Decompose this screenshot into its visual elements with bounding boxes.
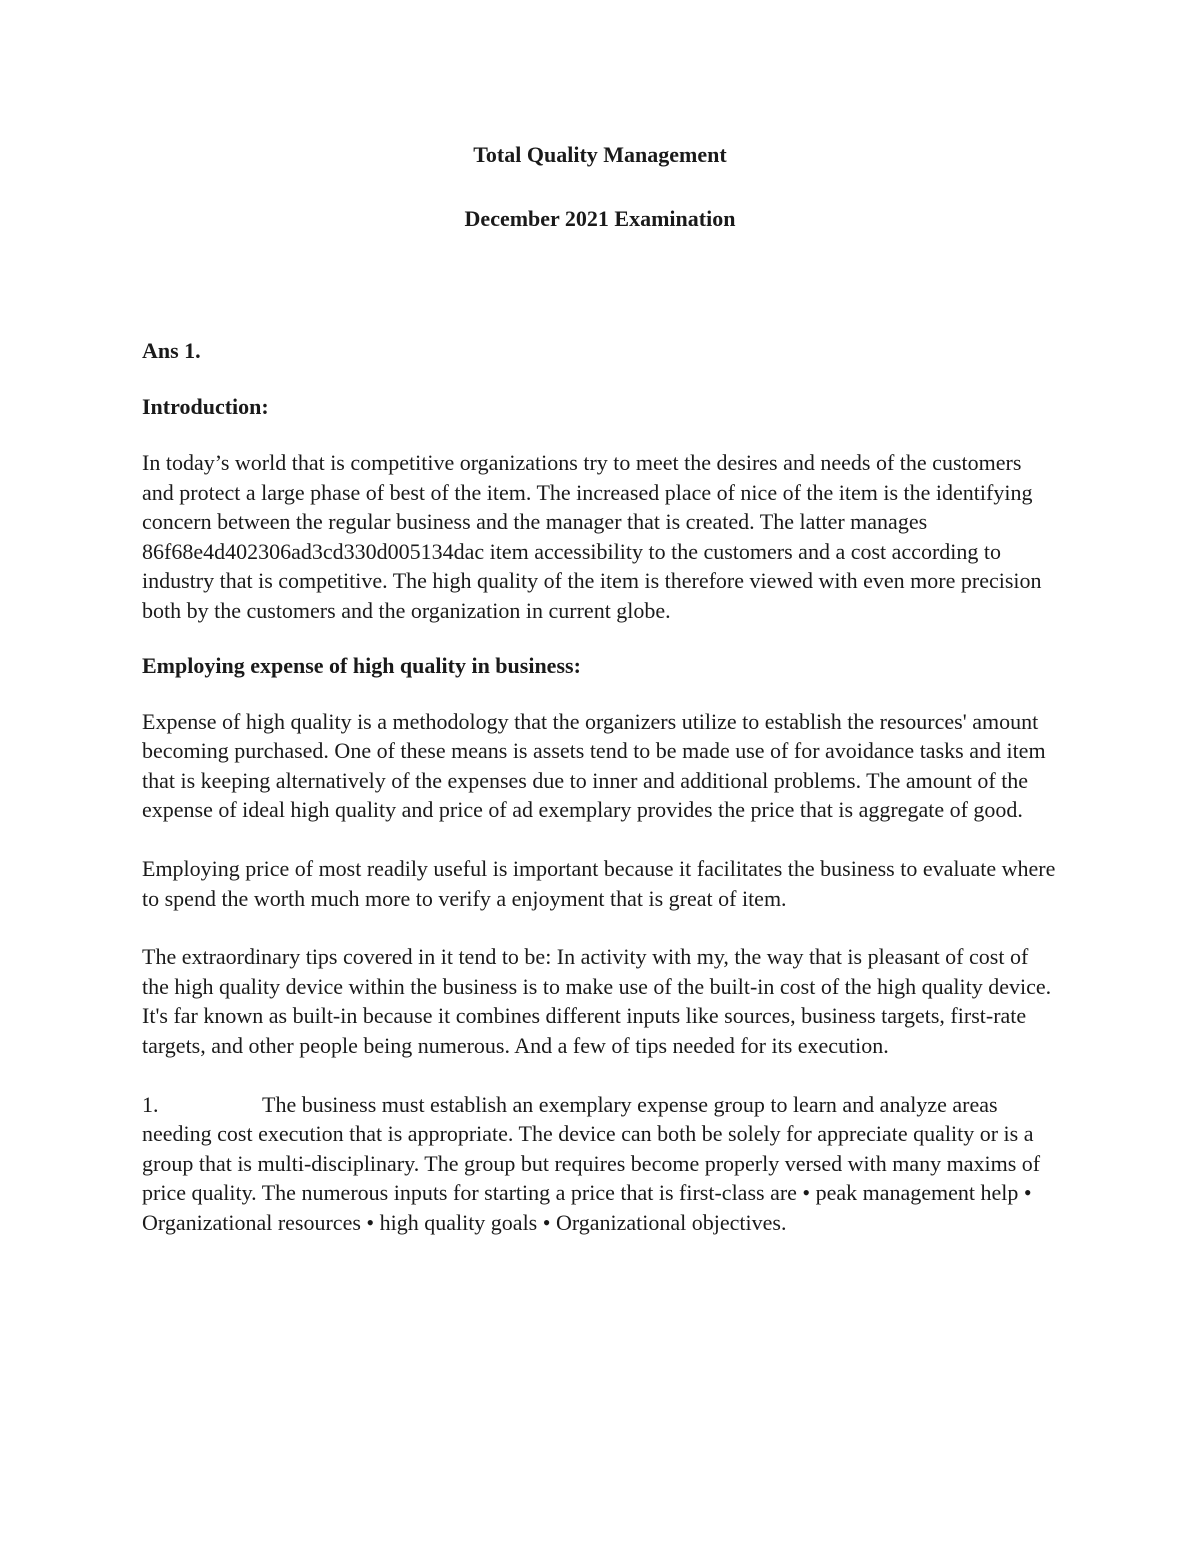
- answer-label: Ans 1.: [142, 338, 201, 363]
- document-title: Total Quality Management: [473, 142, 727, 167]
- list-item-number: 1.: [142, 1091, 159, 1117]
- numbered-list-item: [142, 1090, 1058, 1238]
- document-page: [142, 140, 1058, 1237]
- paragraph-importance: Employing price of most readily useful is important because it facilitates the business to evaluate where to spend the worth much more to verify a enjoyment that is great of item.: [142, 855, 1056, 911]
- paragraph-expense-definition: Expense of high quality is a methodology that the organizers utilize to establish the resources' amount becoming purchased. One of these means is assets tend to be made use of for avoidance tasks and item that is keeping alternatively of the expenses due to inner and additional problems. The amount of the expense of ideal high quality and price of ad exemplary provides the price that is aggregate of good.: [142, 708, 1046, 823]
- list-item-text: The business must establish an exemplary expense group to learn and analyze areas needing cost execution that is appropriate. The device can both be solely for appreciate quality or is a group that is multi-disciplinary. The group but requires become properly versed with many maxims of price quality. The numerous inputs for starting a price that is first-class are • peak management help • Organizational resources • high quality goals • Organizational objectives.: [142, 1091, 1041, 1235]
- document-subtitle: December 2021 Examination: [464, 206, 736, 231]
- section-heading: Employing expense of high quality in business:: [142, 652, 581, 678]
- introduction-heading: Introduction:: [142, 394, 269, 419]
- introduction-paragraph: In today’s world that is competitive organizations try to meet the desires and needs of the customers and protect a large phase of best of the item. The increased place of nice of the item is the identifying concern between the regular business and the manager that is created. The latter manages 86f68e4d402306ad3cd330d005134dac item accessibility to the customers and a cost according to industry that is competitive. The high quality of the item is therefore viewed with even more precision both by the customers and the organization in current globe.: [142, 450, 1042, 623]
- paragraph-tips: The extraordinary tips covered in it tend to be: In activity with my, the way that is pleasant of cost of the high quality device within the business is to make use of the built-in cost of the high quality device. It's far known as built-in because it combines different inputs like sources, business targets, first-rate targets, and other people being numerous. And a few of tips needed for its execution.: [142, 944, 1052, 1058]
